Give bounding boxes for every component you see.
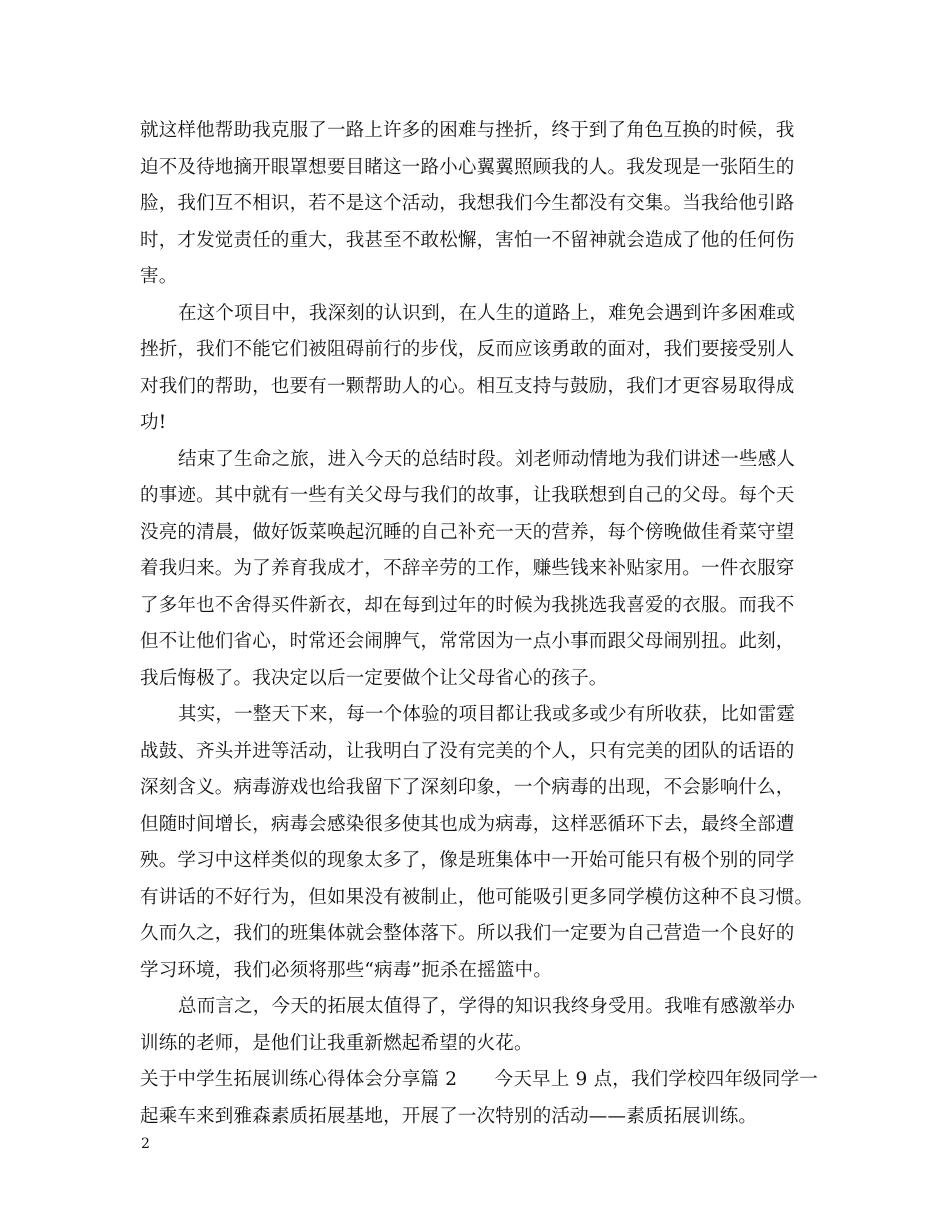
text-line: 就这样他帮助我克服了一路上许多的困难与挫折，终于到了角色互换的时候，我 bbox=[140, 120, 795, 141]
text-line: 功! bbox=[140, 412, 167, 433]
text-line: 对我们的帮助，也要有一颗帮助人的心。相互支持与鼓励，我们才更容易取得成 bbox=[140, 375, 795, 397]
text-line: 深刻含义。病毒游戏也给我留下了深刻印象，一个病毒的出现，不会影响什么， bbox=[140, 777, 795, 798]
text-line: 害。 bbox=[140, 266, 178, 287]
text-line: 训练的老师，是他们让我重新燃起希望的火花。 bbox=[140, 1032, 533, 1054]
text-line: 迫不及待地摘开眼罩想要目睹这一路小心翼翼照顾我的人。我发现是一张陌生的 bbox=[140, 156, 795, 178]
text-line: 学习环境，我们必须将那些“病毒”扼杀在摇篮中。 bbox=[140, 959, 553, 981]
text-line: 我后悔极了。我决定以后一定要做个让父母省心的孩子。 bbox=[140, 667, 608, 689]
text-line: 挫折，我们不能它们被阻碍前行的步伐，反而应该勇敢的面对，我们要接受别人 bbox=[140, 339, 795, 360]
text-line: 有讲话的不好行为，但如果没有被制止，他可能吸引更多同学模仿这种不良习惯。 bbox=[140, 886, 814, 908]
text-line: 了多年也不舍得买件新衣，却在每到过年的时候为我挑选我喜爱的衣服。而我不 bbox=[140, 594, 795, 616]
paragraph-start-line: 其实，一整天下来，每一个体验的项目都让我或多或少有所收获，比如雷霆 bbox=[178, 704, 796, 725]
text-line: 但随时间增长，病毒会感染很多使其也成为病毒，这样恶循环下去，最终全部遭 bbox=[140, 813, 795, 835]
text-line: 时，才发觉责任的重大，我甚至不敢松懈，害怕一不留神就会造成了他的任何伤 bbox=[140, 229, 795, 251]
text-line: 殃。学习中这样类似的现象太多了，像是班集体中一开始可能只有极个别的同学 bbox=[140, 850, 795, 871]
text-line: 但不让他们省心，时常还会闹脾气，常常因为一点小事而跟父母闹别扭。此刻， bbox=[140, 631, 795, 652]
paragraph-start-line: 在这个项目中，我深刻的认识到，在人生的道路上，难免会遇到许多困难或 bbox=[178, 302, 796, 324]
text-line: 战鼓、齐头并进等活动，让我明白了没有完美的个人，只有完美的团队的话语的 bbox=[140, 740, 795, 762]
page-number: 2 bbox=[141, 1136, 150, 1152]
text-line: 久而久之，我们的班集体就会整体落下。所以我们一定要为自己营造一个良好的 bbox=[140, 923, 795, 944]
section-heading-line: 关于中学生拓展训练心得体会分享篇 2 今天早上 9 点，我们学校四年级同学一 bbox=[140, 1069, 818, 1090]
text-line: 脸，我们互不相识，若不是这个活动，我想我们今生都没有交集。当我给他引路 bbox=[140, 193, 795, 214]
paragraph-start-line: 总而言之，今天的拓展太值得了，学得的知识我终身受用。我唯有感激举办 bbox=[178, 996, 796, 1017]
text-line: 没亮的清晨，做好饭菜唤起沉睡的自己补充一天的营养，每个傍晚做佳肴菜守望 bbox=[140, 521, 795, 543]
text-line: 起乘车来到雅森素质拓展基地，开展了一次特别的活动——素质拓展训练。 bbox=[140, 1105, 758, 1127]
body-text bbox=[140, 113, 820, 1135]
paragraph-start-line: 结束了生命之旅，进入今天的总结时段。刘老师动情地为我们讲述一些感人 bbox=[178, 448, 796, 470]
text-line: 的事迹。其中就有一些有关父母与我们的故事，让我联想到自己的父母。每个天 bbox=[140, 485, 795, 506]
text-line: 着我归来。为了养育我成才，不辞辛劳的工作，赚些钱来补贴家用。一件衣服穿 bbox=[140, 558, 795, 579]
